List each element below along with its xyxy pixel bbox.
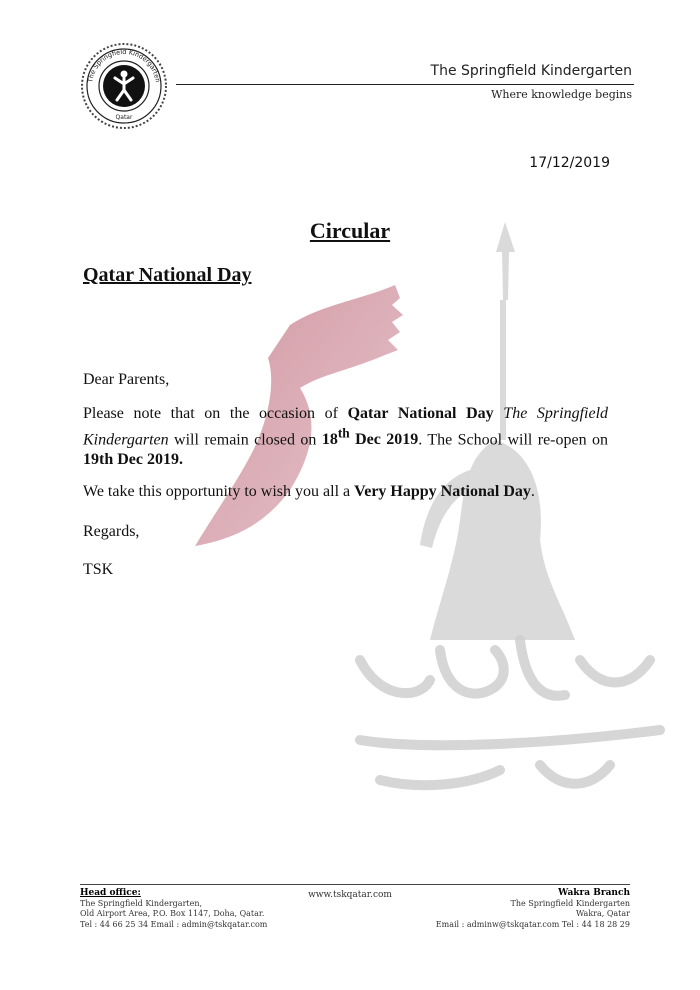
footer-divider — [80, 884, 630, 885]
head-office-line: The Springfield Kindergarten, — [80, 898, 203, 908]
wakra-branch-heading: Wakra Branch — [558, 888, 630, 898]
svg-text:Qatar: Qatar — [115, 114, 133, 121]
header-divider — [176, 84, 634, 85]
svg-text:The Springfield Kindergarten: The Springfield Kindergarten — [86, 47, 162, 84]
wakra-branch-line: The Springfield Kindergarten — [510, 898, 630, 908]
head-office-contact: Tel : 44 66 25 34 Email : admin@tskqatar.com — [80, 919, 268, 929]
school-tagline: Where knowledge begins — [491, 88, 632, 101]
head-office-heading: Head office: — [80, 888, 141, 898]
calligraphy-graphic — [360, 640, 660, 785]
school-logo — [80, 42, 168, 130]
circular-date: 17/12/2019 — [529, 155, 610, 171]
salutation: Dear Parents, — [83, 371, 170, 388]
wakra-branch-contact: Email : adminw@tskqatar.com Tel : 44 18 28 29 — [435, 919, 630, 929]
page-title: Circular — [309, 218, 391, 243]
wakra-branch-address: Wakra, Qatar — [576, 909, 630, 918]
circular-subject: Qatar National Day — [83, 264, 252, 286]
signature: TSK — [83, 561, 114, 578]
closure-notice: Please note that on the occasion of Qatar National Day The Springfield Kindergarten will remain closed on 18th Dec 2019. The School will re-open on 19th Dec 2019. — [83, 405, 609, 469]
website-link[interactable]: www.tskqatar.com — [308, 890, 392, 900]
closing-regards: Regards, — [83, 523, 140, 540]
school-name: The Springfield Kindergarten — [430, 63, 632, 79]
head-office-address: Old Airport Area, P.O. Box 1147, Doha, Qatar. — [80, 909, 265, 918]
wish-message: We take this opportunity to wish you all a Very Happy National Day. — [83, 483, 535, 500]
wakra-branch-info — [436, 888, 630, 930]
